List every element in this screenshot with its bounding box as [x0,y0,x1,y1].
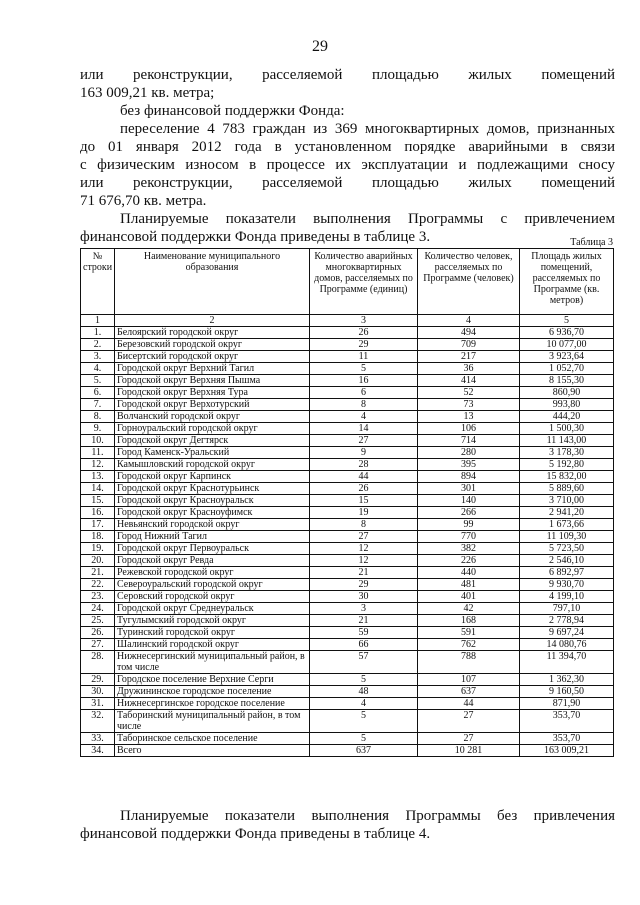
cell-houses: 6 [310,387,418,399]
cell-municipality: Нижнесергинский муниципальный район, в том числе [115,651,310,674]
header-municipality: Наименование муниципального образования [115,249,310,315]
cell-people: 13 [418,411,520,423]
cell-area: 860,90 [520,387,614,399]
cell-row-number: 10. [81,435,115,447]
cell-row-number: 15. [81,495,115,507]
cell-row-number: 23. [81,591,115,603]
cell-area: 2 546,10 [520,555,614,567]
cell-row-number: 1. [81,327,115,339]
header-row-number: № строки [81,249,115,315]
cell-municipality: Городской округ Верхотурский [115,399,310,411]
table-row [81,710,614,733]
cell-area: 6 892,97 [520,567,614,579]
cell-area: 11 143,00 [520,435,614,447]
cell-municipality: Таборинский муниципальный район, в том числе [115,710,310,733]
table-caption: Таблица 3 [570,237,613,248]
cell-municipality: Городской округ Ревда [115,555,310,567]
cell-row-number: 32. [81,710,115,733]
table-row [81,507,614,519]
cell-row-number: 18. [81,531,115,543]
cell-houses: 16 [310,375,418,387]
cell-row-number: 3. [81,351,115,363]
cell-row-number: 11. [81,447,115,459]
table-row [81,639,614,651]
cell-municipality: Городской округ Среднеуральск [115,603,310,615]
cell-area: 1 052,70 [520,363,614,375]
cell-people: 36 [418,363,520,375]
cell-row-number: 16. [81,507,115,519]
cell-municipality: Городской округ Первоуральск [115,543,310,555]
table-row [81,495,614,507]
cell-houses: 44 [310,471,418,483]
table-row [81,399,614,411]
cell-people: 27 [418,710,520,733]
column-number: 1 [81,315,115,327]
table-row [81,459,614,471]
cell-people: 481 [418,579,520,591]
cell-people: 414 [418,375,520,387]
table-row [81,603,614,615]
cell-people: 440 [418,567,520,579]
cell-houses: 29 [310,339,418,351]
cell-houses: 8 [310,399,418,411]
text-line: переселение 4 783 граждан из 369 многоквартирных домов, признанных [120,121,615,137]
header-people: Количество человек, расселяемых по Программе (человек) [418,249,520,315]
cell-houses: 26 [310,483,418,495]
cell-row-number: 27. [81,639,115,651]
table-row [81,686,614,698]
table-row [81,567,614,579]
cell-row-number: 33. [81,733,115,745]
cell-area: 5 723,50 [520,543,614,555]
text-line: Планируемые показатели выполнения Программы с привлечением [120,211,615,227]
data-table [80,248,614,757]
text-line: финансовой поддержки Фонда приведены в таблице 3. [80,229,431,245]
cell-area: 11 109,30 [520,531,614,543]
cell-municipality: Городской округ Краснотурьинск [115,483,310,495]
cell-municipality: Туринский городской округ [115,627,310,639]
cell-row-number: 21. [81,567,115,579]
cell-municipality: Городской округ Красноуральск [115,495,310,507]
cell-municipality: Нижнесергинское городское поселение [115,698,310,710]
cell-people: 762 [418,639,520,651]
table-row [81,674,614,686]
cell-houses: 4 [310,411,418,423]
cell-houses: 30 [310,591,418,603]
table-row [81,745,614,757]
table-row [81,423,614,435]
table-row [81,351,614,363]
cell-area: 10 077,00 [520,339,614,351]
column-number: 5 [520,315,614,327]
cell-houses: 27 [310,435,418,447]
cell-houses: 59 [310,627,418,639]
cell-houses: 48 [310,686,418,698]
cell-row-number: 22. [81,579,115,591]
cell-row-number: 31. [81,698,115,710]
cell-municipality: Североуральский городской округ [115,579,310,591]
cell-area: 3 178,30 [520,447,614,459]
cell-houses: 28 [310,459,418,471]
cell-area: 1 500,30 [520,423,614,435]
cell-area: 9 697,24 [520,627,614,639]
cell-municipality: Шалинский городской округ [115,639,310,651]
text-line: 163 009,21 кв. метра; [80,85,215,101]
cell-row-number: 5. [81,375,115,387]
cell-row-number: 9. [81,423,115,435]
cell-houses: 26 [310,327,418,339]
cell-houses: 5 [310,674,418,686]
cell-row-number: 13. [81,471,115,483]
text-line: финансовой поддержки Фонда приведены в таблице 4. [80,826,431,842]
table-row [81,615,614,627]
cell-people: 401 [418,591,520,603]
cell-people: 44 [418,698,520,710]
table-header-row [81,249,614,315]
cell-area: 1 362,30 [520,674,614,686]
cell-row-number: 12. [81,459,115,471]
table-row [81,519,614,531]
cell-municipality: Тугулымский городской округ [115,615,310,627]
cell-row-number: 28. [81,651,115,674]
text-line: или реконструкции, расселяемой площадью жилых помещений [80,67,615,83]
cell-row-number: 8. [81,411,115,423]
cell-area: 163 009,21 [520,745,614,757]
table-row [81,327,614,339]
cell-people: 226 [418,555,520,567]
table-row [81,591,614,603]
cell-people: 27 [418,733,520,745]
cell-people: 494 [418,327,520,339]
cell-area: 993,80 [520,399,614,411]
cell-area: 14 080,76 [520,639,614,651]
cell-people: 637 [418,686,520,698]
cell-row-number: 4. [81,363,115,375]
cell-houses: 21 [310,567,418,579]
cell-municipality: Городской округ Красноуфимск [115,507,310,519]
cell-row-number: 19. [81,543,115,555]
cell-row-number: 17. [81,519,115,531]
cell-houses: 12 [310,543,418,555]
cell-people: 788 [418,651,520,674]
cell-people: 52 [418,387,520,399]
cell-people: 591 [418,627,520,639]
cell-row-number: 20. [81,555,115,567]
table-row [81,627,614,639]
table-row [81,698,614,710]
cell-people: 107 [418,674,520,686]
cell-municipality: Городской округ Верхняя Пышма [115,375,310,387]
cell-row-number: 2. [81,339,115,351]
cell-row-number: 7. [81,399,115,411]
cell-houses: 27 [310,531,418,543]
header-houses: Количество аварийных многоквартирных домов, расселяемых по Программе (единиц) [310,249,418,315]
cell-houses: 15 [310,495,418,507]
cell-houses: 3 [310,603,418,615]
table-row [81,375,614,387]
text-line: Планируемые показатели выполнения Программы без привлечения [120,808,615,824]
cell-municipality: Волчанский городской округ [115,411,310,423]
table-row [81,483,614,495]
column-number: 3 [310,315,418,327]
text-line: или реконструкции, расселяемой площадью жилых помещений [80,175,615,191]
cell-people: 42 [418,603,520,615]
cell-area: 8 155,30 [520,375,614,387]
cell-municipality: Всего [115,745,310,757]
cell-row-number: 6. [81,387,115,399]
cell-houses: 5 [310,363,418,375]
cell-area: 3 710,00 [520,495,614,507]
table-row [81,555,614,567]
cell-area: 2 941,20 [520,507,614,519]
cell-people: 709 [418,339,520,351]
cell-municipality: Серовский городской округ [115,591,310,603]
cell-area: 4 199,10 [520,591,614,603]
cell-area: 11 394,70 [520,651,614,674]
cell-people: 10 281 [418,745,520,757]
text-line: до 01 января 2012 года в установленном порядке аварийными в связи [80,139,615,155]
header-area: Площадь жилых помещений, расселяемых по Программе (кв. метров) [520,249,614,315]
cell-row-number: 34. [81,745,115,757]
cell-houses: 29 [310,579,418,591]
page-number: 29 [312,38,328,55]
cell-area: 353,70 [520,733,614,745]
table-row [81,733,614,745]
text-line: 71 676,70 кв. метра. [80,193,207,209]
cell-people: 395 [418,459,520,471]
column-number: 2 [115,315,310,327]
table-row [81,471,614,483]
cell-municipality: Городской округ Карпинск [115,471,310,483]
cell-municipality: Городское поселение Верхние Серги [115,674,310,686]
cell-people: 168 [418,615,520,627]
cell-municipality: Дружининское городское поселение [115,686,310,698]
table-row [81,411,614,423]
cell-houses: 57 [310,651,418,674]
cell-row-number: 14. [81,483,115,495]
cell-area: 353,70 [520,710,614,733]
cell-area: 871,90 [520,698,614,710]
cell-municipality: Город Каменск-Уральский [115,447,310,459]
table-row [81,339,614,351]
cell-row-number: 25. [81,615,115,627]
cell-municipality: Город Нижний Тагил [115,531,310,543]
cell-people: 714 [418,435,520,447]
cell-area: 9 930,70 [520,579,614,591]
table-row [81,579,614,591]
cell-municipality: Невьянский городской округ [115,519,310,531]
cell-municipality: Камышловский городской округ [115,459,310,471]
table-row [81,387,614,399]
cell-houses: 4 [310,698,418,710]
cell-municipality: Городской округ Верхний Тагил [115,363,310,375]
cell-area: 1 673,66 [520,519,614,531]
table-row [81,447,614,459]
cell-municipality: Городской округ Дегтярск [115,435,310,447]
table-row [81,531,614,543]
cell-row-number: 24. [81,603,115,615]
cell-people: 106 [418,423,520,435]
cell-people: 266 [418,507,520,519]
cell-row-number: 30. [81,686,115,698]
cell-people: 894 [418,471,520,483]
cell-municipality: Режевской городской округ [115,567,310,579]
cell-area: 3 923,64 [520,351,614,363]
cell-municipality: Бисертский городской округ [115,351,310,363]
cell-people: 73 [418,399,520,411]
cell-people: 140 [418,495,520,507]
cell-municipality: Таборинское сельское поселение [115,733,310,745]
cell-houses: 21 [310,615,418,627]
cell-area: 797,10 [520,603,614,615]
cell-houses: 8 [310,519,418,531]
text-line: без финансовой поддержки Фонда: [120,103,345,119]
cell-row-number: 29. [81,674,115,686]
cell-people: 382 [418,543,520,555]
table-row [81,543,614,555]
cell-houses: 14 [310,423,418,435]
cell-area: 15 832,00 [520,471,614,483]
cell-area: 5 192,80 [520,459,614,471]
cell-area: 5 889,60 [520,483,614,495]
cell-people: 280 [418,447,520,459]
cell-people: 301 [418,483,520,495]
cell-houses: 12 [310,555,418,567]
cell-municipality: Горноуральский городской округ [115,423,310,435]
cell-people: 770 [418,531,520,543]
table-column-numbers-row [81,315,614,327]
cell-area: 444,20 [520,411,614,423]
table-row [81,651,614,674]
cell-houses: 5 [310,733,418,745]
cell-area: 2 778,94 [520,615,614,627]
cell-municipality: Белоярский городской округ [115,327,310,339]
cell-municipality: Городской округ Верхняя Тура [115,387,310,399]
cell-houses: 19 [310,507,418,519]
cell-municipality: Березовский городской округ [115,339,310,351]
cell-people: 99 [418,519,520,531]
cell-houses: 11 [310,351,418,363]
cell-people: 217 [418,351,520,363]
cell-area: 6 936,70 [520,327,614,339]
table-row [81,363,614,375]
cell-houses: 637 [310,745,418,757]
column-number: 4 [418,315,520,327]
table-row [81,435,614,447]
cell-houses: 66 [310,639,418,651]
cell-row-number: 26. [81,627,115,639]
text-line: с физическим износом в процессе их эксплуатации и подлежащими сносу [80,157,615,173]
cell-houses: 5 [310,710,418,733]
cell-area: 9 160,50 [520,686,614,698]
cell-houses: 9 [310,447,418,459]
